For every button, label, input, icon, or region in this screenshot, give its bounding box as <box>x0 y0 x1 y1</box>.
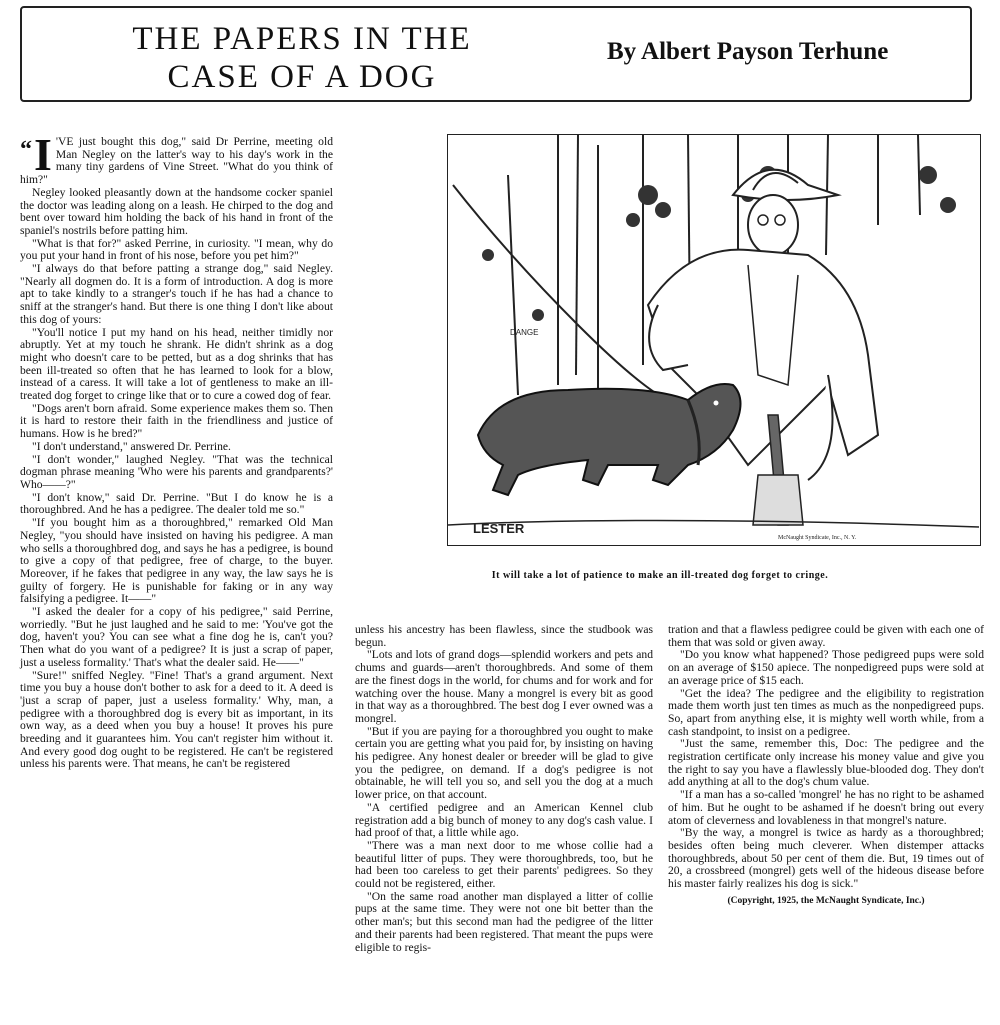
paragraph: "If you bought him as a thoroughbred," remarked Old Man Negley, "you should have insisted on having his pedigree. A man who sells a thoroughbred dog, and says he has a pedigree, is bound to give a copy of that pedigree, free of charge, to the buyer. Moreover, if he fakes that pedigree in any way, the law says he is guilty of forgery. He is punishable for faking or in any way falsifying a pedigree. It——" <box>20 516 333 606</box>
paragraph: "Get the idea? The pedigree and the eligibility to registration made them worth just ten times as much as the nonpedigreed pups. So, apart from anything else, it is mighty well worth while, from a cash standpoint, to insist on a pedigree. <box>668 686 984 738</box>
byline: By Albert Payson Terhune <box>607 38 889 65</box>
paragraph: unless his ancestry has been flawless, since the studbook was begun. <box>355 623 653 649</box>
paragraph: "Just the same, remember this, Doc: The pedigree and the registration certificate only increase his money value and give you the right to say you have a flawlessly blue-blooded dog. They don't add anything at all to the dog's chum value. <box>668 737 984 789</box>
paragraph: "I don't understand," answered Dr. Perrine. <box>32 439 231 453</box>
column-2 <box>355 624 653 954</box>
paragraph: Negley looked pleasantly down at the handsome cocker spaniel the doctor was leading along on a leash. He chirped to the dog and bent over toward him holding the back of his hand in front of the spaniel's nostrils before patting him. <box>20 185 333 237</box>
paragraph: "I don't wonder," laughed Negley. "That was the technical dogman phrase meaning 'Who were his parents and grandparents?' Who——?" <box>20 452 333 491</box>
title-line-2: CASE OF A DOG <box>167 59 437 95</box>
column-1 <box>20 129 333 771</box>
paragraph: "Do you know what happened? Those pedigreed pups were sold on an average of $150 apiece. The nonpedigreed pups were sold at an average price of $15 each. <box>668 648 984 687</box>
illustration-drawing <box>448 135 979 544</box>
paragraph: "I always do that before patting a strange dog," said Negley. "Nearly all dogmen do. It is a form of introduction. A dog is more apt to take kindly to a stranger's touch if he has had a chance to sniff at the stranger's hand. But there is one thing I don't like about this dog of yours: <box>20 262 333 326</box>
title-line-1: THE PAPERS IN THE <box>132 21 472 57</box>
paragraph: "What is that for?" asked Perrine, in curiosity. "I mean, why do you put your hand in front of his nose, before you pet him?" <box>20 236 333 263</box>
paragraph: "On the same road another man displayed a litter of collie pups at the same time. They were not one bit better than the other man's; but this second man had the pedigree of the litter and their parents had been registered. That meant the pups were eligible to regis- <box>355 889 653 954</box>
paragraph: "A certified pedigree and an American Kennel club registration add a big bunch of money to any dog's cash value. I had proof of that, a little while ago. <box>355 800 653 840</box>
paragraph: "If a man has a so-called 'mongrel' he has no right to be ashamed of him. But he ought to be ashamed if he doesn't bring out every atom of cleverness and lovableness in that mongrel's nature. <box>668 788 984 827</box>
opening-quote: “ <box>20 137 32 163</box>
paragraph: "Sure!" sniffed Negley. "Fine! That's a grand argument. Next time you buy a house don't bother to ask for a deed to it. A deed is 'just a scrap of paper, just a useless formality.' Why, man, a pedigree with a thoroughbred dog is every bit as important, in its own way, as a deed when you buy a house! It proves his pure breeding and it guarantees him. You can't register him without it. And every good dog ought to be registered. He can't be registered unless his parents were. That means, he can't be registered <box>20 668 333 771</box>
paragraph: "But if you are paying for a thoroughbred you ought to make certain you are getting what you paid for, by insisting on having his pedigree. Any honest dealer or breeder will be glad to give you the pedigree, on demand. If a dog's pedigree is not obtainable, he will tell you so, and sell you the dog at a much lower price, on that account. <box>355 724 653 802</box>
paragraph: "You'll notice I put my hand on his head, neither timidly nor abruptly. Yet at my touch he shrank. He didn't shrink as a dog might who doesn't care to be petted, but as a dog shrinks that has been ill-treated so often that he has learned to look for a blow, instead of a caress. It will take a lot of gentleness to make an ill-treated dog forget to cringe like that or to cure a cowed dog of fear. <box>20 325 333 403</box>
artist-signature: LESTER <box>473 521 525 536</box>
illustration-caption: It will take a lot of patience to make an ill-treated dog forget to cringe. <box>491 570 829 581</box>
paragraph: "Dogs aren't born afraid. Some experience makes them so. Then it is hard to restore their faith in the friendliness and justice of humans. How is he bred?" <box>20 401 333 441</box>
paragraph: "There was a man next door to me whose collie had a beautiful litter of pups. They were thoroughbreds, too, but he had been too careless to get their parents' pedigrees. So they could not be registered, either. <box>355 838 653 891</box>
paragraph: "By the way, a mongrel is twice as hardy as a thoroughbred; besides often being much cleverer. When distemper attacks thoroughbreds, about 50 per cent of them die. But, 19 times out of 20, a crossbreed (mongrel) gets well of the hideous disease before his master fairly realizes his dog is sick." <box>668 826 984 891</box>
syndicate-mark: McNaught Syndicate, Inc., N. Y. <box>778 535 857 541</box>
copyright-notice: (Copyright, 1925, the McNaught Syndicate, Inc.) <box>727 895 925 906</box>
article-title <box>42 20 562 96</box>
paragraph-text: 'VE just bought this dog," said Dr Perrine, meeting old Man Negley on the latter's way to his day's work in the many tiny gardens of Vine Street. "What do you think of him?" <box>20 135 333 187</box>
sign-text: DANGE <box>510 328 539 337</box>
paragraph: "Lots and lots of grand dogs—splendid workers and pets and chums and guards—aren't thoroughbreds. And some of them are the finest dogs in the world, for chums and for work and for watching over the house. Many a mongrel is every bit as good in that way as a thoroughbred. The best dog I ever owned was a mongrel. <box>355 648 653 725</box>
column-3 <box>668 624 984 907</box>
paragraph <box>20 129 333 187</box>
paragraph: "I don't know," said Dr. Perrine. "But I do know he is a thoroughbred. And he has a pedigree. The dealer told me so." <box>20 490 333 517</box>
paragraph: tration and that a flawless pedigree could be given with each one of them that was sold or given away. <box>668 623 984 649</box>
paragraph: "I asked the dealer for a copy of his pedigree," said Perrine, worriedly. "But he just laughed and he said to me: 'You've got the dog, haven't you? You can see what a fine dog he is, can't you? Then what do you want of a pedigree? It is just a scrap of paper, just a useless formality.' That's what the dealer said. He——" <box>20 605 333 669</box>
drop-cap: I <box>34 129 52 180</box>
title-box <box>20 6 972 102</box>
illustration <box>447 134 981 546</box>
